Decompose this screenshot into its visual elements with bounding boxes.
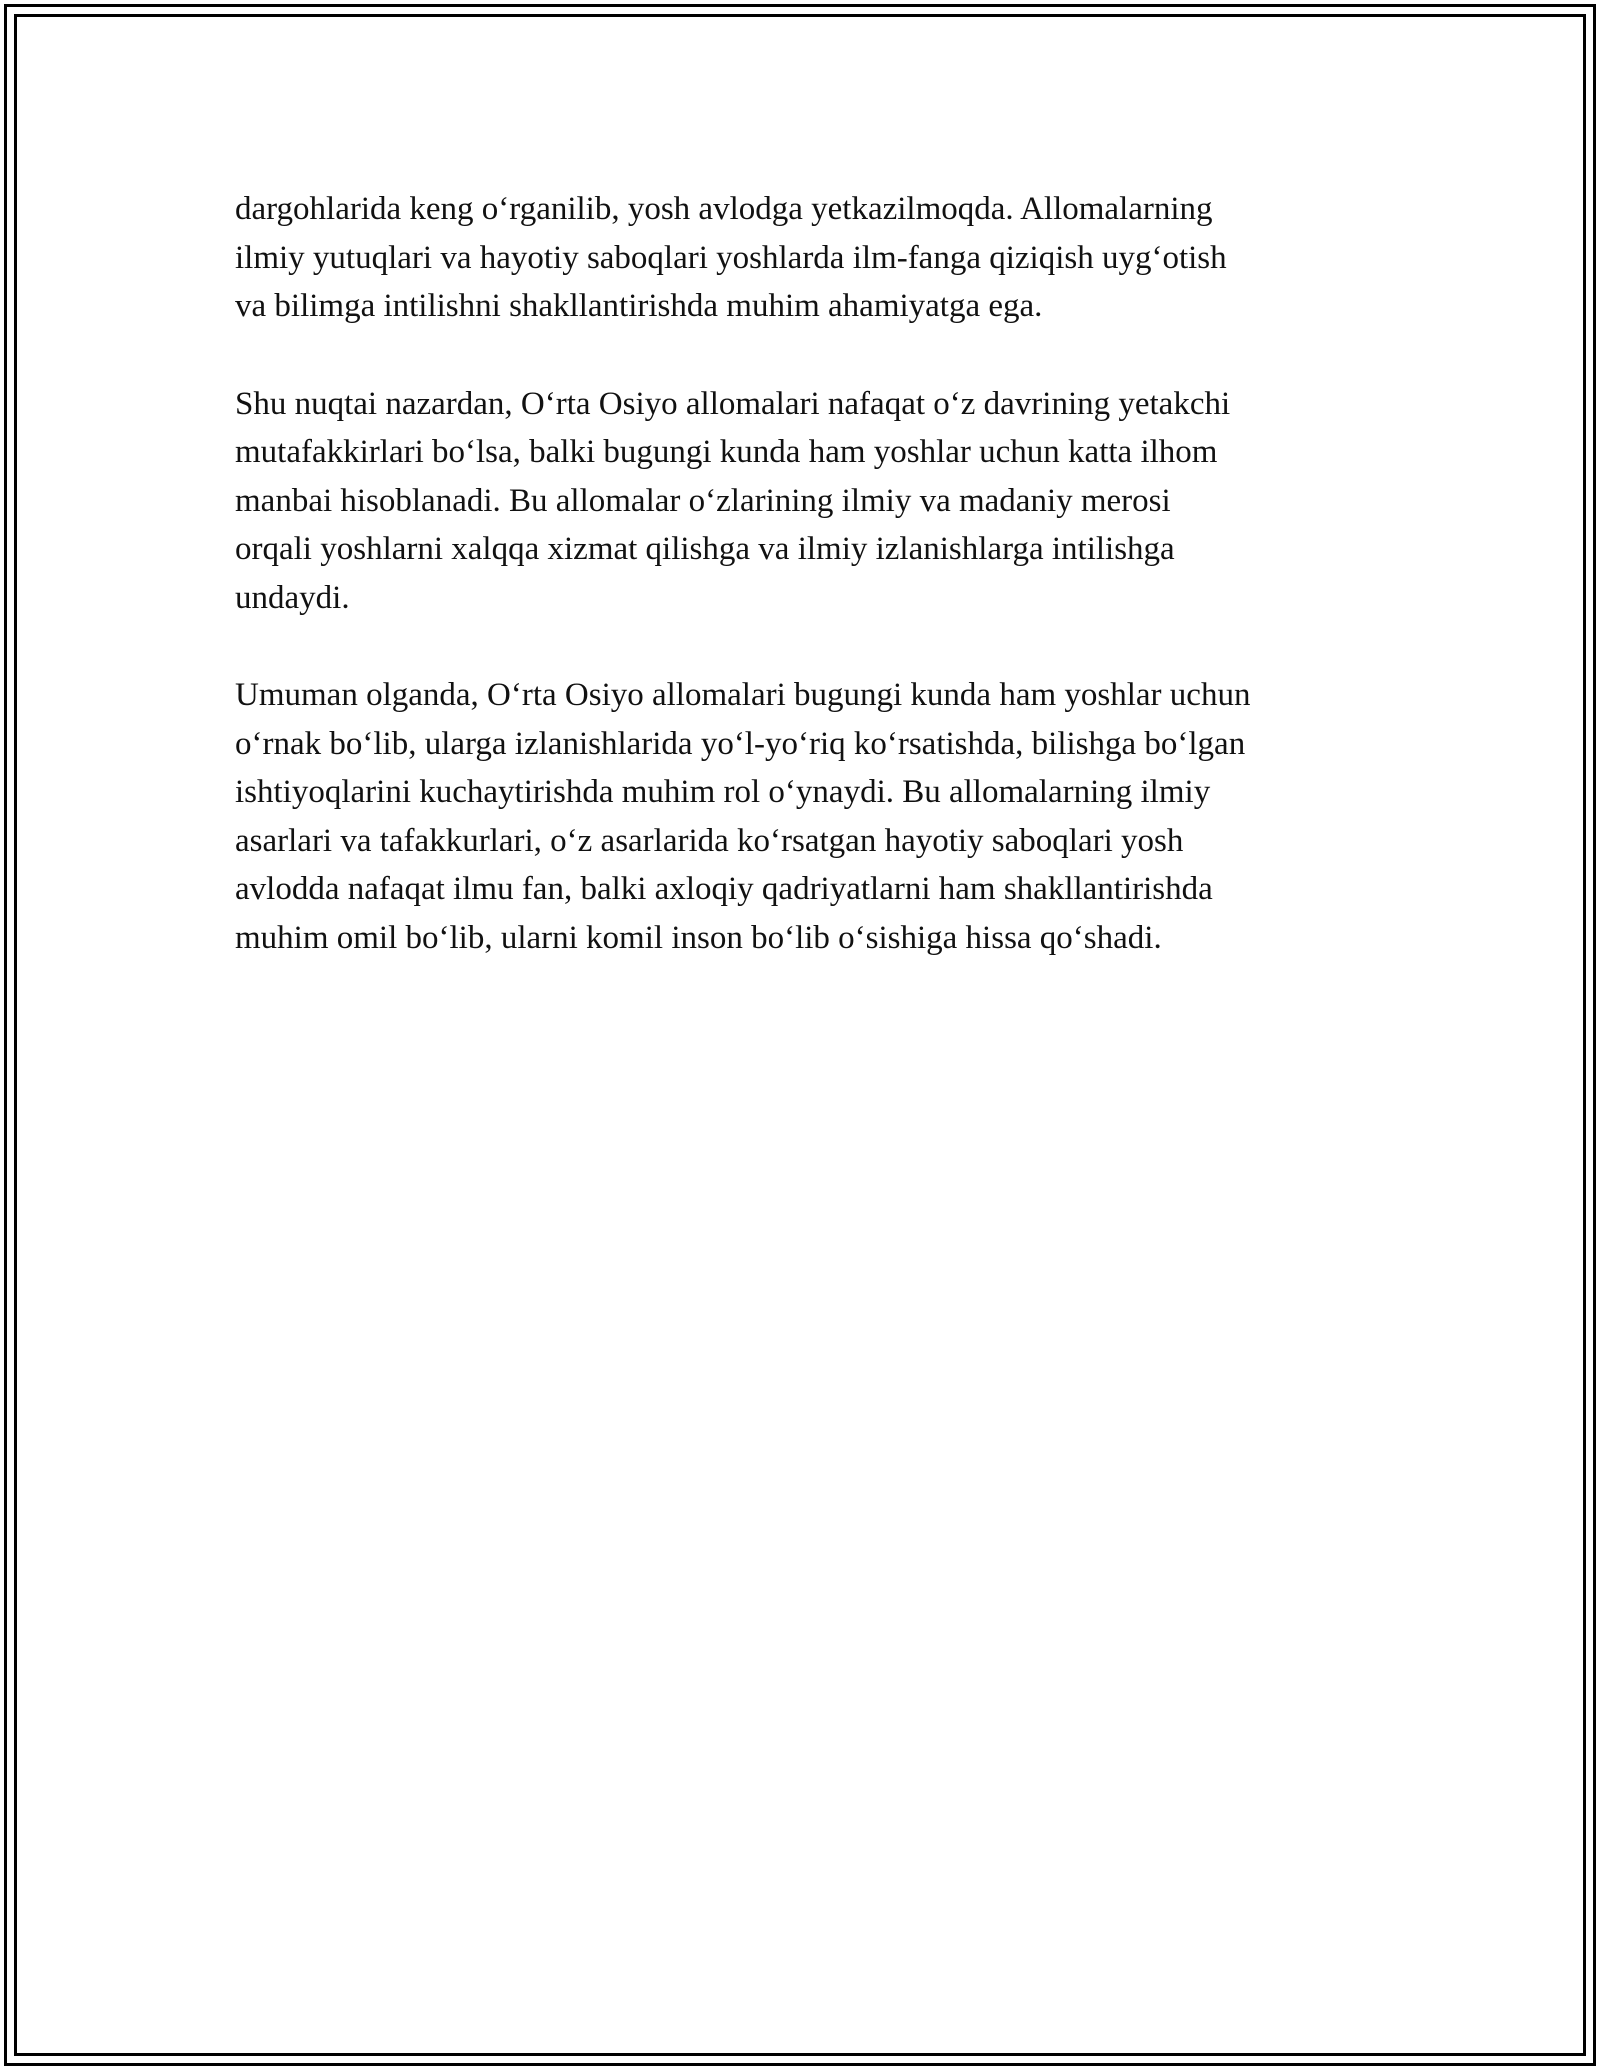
document-body <box>235 185 1375 1011</box>
paragraph-2: Shu nuqtai nazardan, O‘rta Osiyo allomalari nafaqat o‘z davrining yetakchi mutafakkirlari bo‘lsa, balki bugungi kunda ham yoshlar uchun katta ilhom manbai hisoblanadi. Bu allomalar o‘zlarining ilmiy va madaniy merosi orqali yoshlarni xalqqa xizmat qilishga va ilmiy izlanishlarga intilishga undaydi. <box>235 385 1231 616</box>
paragraph-1: dargohlarida keng o‘rganilib, yosh avlodga yetkazilmoqda. Allomalarning ilmiy yutuqlari va hayotiy saboqlari yoshlarda ilm-fanga qiziqish uyg‘otish va bilimga intilishni shakllantirishda muhim ahamiyatga ega. <box>235 191 1227 324</box>
paragraph-3: Umuman olganda, O‘rta Osiyo allomalari bugungi kunda ham yoshlar uchun o‘rnak bo‘lib, ularga izlanishlarida yo‘l-yo‘riq ko‘rsatishda, bilishga bo‘lgan ishtiyoqlarini kuchaytirishda muhim rol o‘ynaydi. Bu allomalarning ilmiy asarlari va tafakkurlari, o‘z asarlarida ko‘rsatgan hayotiy saboqlari yosh avlodda nafaqat ilmu fan, balki axloqiy qadriyatlarni ham shakllantirishda muhim omil bo‘lib, ularni komil inson bo‘lib o‘sishiga hissa qo‘shadi. <box>235 677 1251 956</box>
